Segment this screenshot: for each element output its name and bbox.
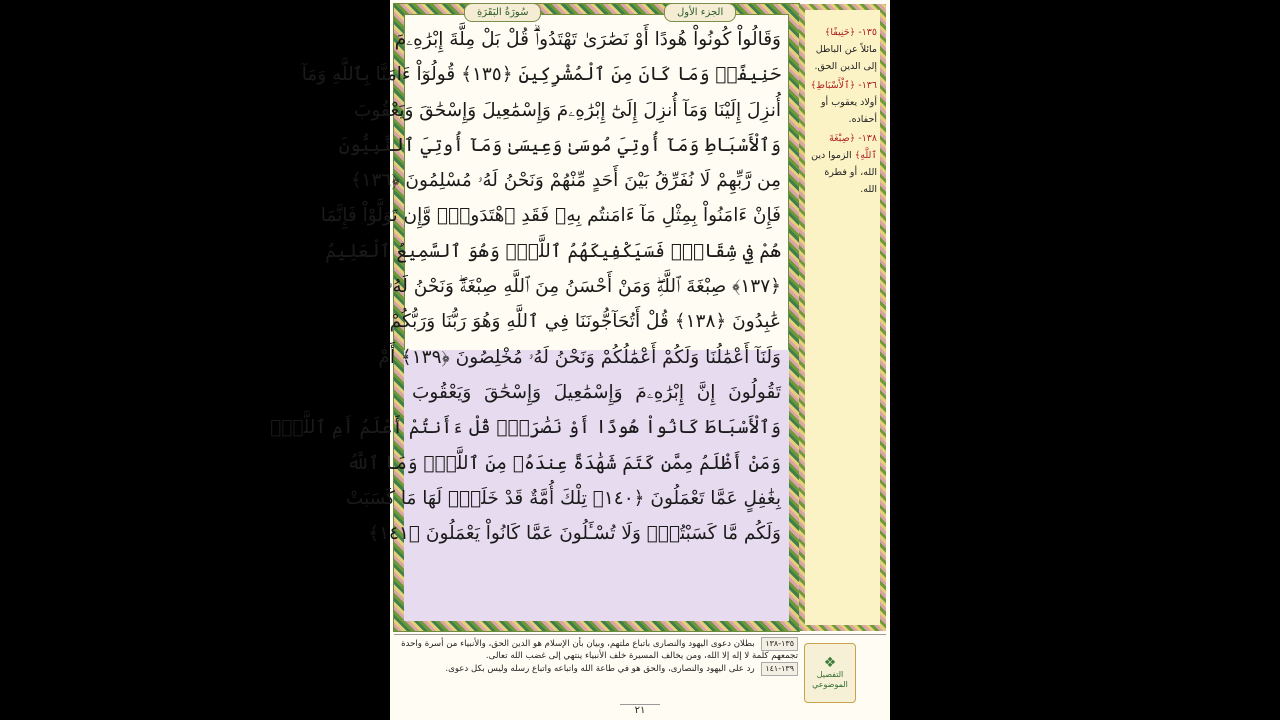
topic-summary-box [394, 634, 886, 706]
glossary-margin [799, 4, 886, 631]
summary-body: بطلان دعوى اليهود والنصارى باتباع ملتهم، وبيان بأن الإسلام هو الدين الحق، والأنبياء من أسرة واحدة تجمعهم كلمة لا إله إلا الله، ومن يخالف المسيرة خلف الأنبياء ينتهي إلى غضب الله تعالى. [401, 639, 798, 661]
summary-text [394, 637, 802, 705]
summary-range: ١٣٩-١٤١ [761, 662, 798, 676]
juz-name-tab: الجزء الأول [664, 3, 736, 22]
page-number: ٢١ [620, 704, 660, 716]
glossary-label: ١٣٨- ﴿صِبْغَةَ ٱللَّهِ﴾ [829, 133, 877, 161]
quran-line: فَإِنْ ءَامَنُواْ بِمِثْلِ مَآ ءَامَنتُم بِهِۦ فَقَدِ ٱهْتَدَواْۖ وَّإِن تَوَلَّوْاْ فَإِنَّمَا [320, 205, 781, 227]
glossary-text: أولاد يعقوب أو أحفاده. [820, 97, 877, 125]
quran-frame [270, 4, 799, 631]
book-icon: ❖ [823, 655, 837, 671]
glossary-label: ١٣٥- ﴿حَنِيفًا﴾ [824, 27, 877, 38]
quran-line: عَٰبِدُونَ ﴿١٣٨﴾ قُلْ أَتُحَآجُّونَنَا فِي ٱللَّهِ وَهُوَ رَبُّنَا وَرَبُّكُمْ [389, 311, 781, 333]
quran-line: حَنِيفًاۖ وَمَا كَانَ مِنَ ٱلْمُشْرِكِينَ ﴿١٣٥﴾ قُولُوٓاْ ءَامَنَّا بِٱللَّهِ وَمَآ [301, 64, 781, 86]
glossary-text: الزموا دين الله، أو فطرة الله. [811, 150, 877, 195]
quran-line: وَٱلْأَسْبَاطِ وَمَآ أُوتِيَ مُوسَىٰ وَعِيسَىٰ وَمَآ أُوتِيَ ٱلنَّبِيُّونَ [338, 134, 781, 156]
quran-line: هُمْ فِي شِقَاقٍۖ فَسَيَكْفِيكَهُمُ ٱللَّهُۚ وَهُوَ ٱلسَّمِيعُ ٱلْعَلِيمُ [325, 240, 781, 262]
quran-line: وَلَكُم مَّا كَسَبْتُمْۖ وَلَا تُسْـَٔلُونَ عَمَّا كَانُواْ يَعْمَلُونَ ﴿١٤١﴾ [368, 523, 781, 545]
quran-line: تَقُولُونَ إِنَّ إِبْرَٰهِۦمَ وَإِسْمَٰعِيلَ وَإِسْحَٰقَ وَيَعْقُوبَ [412, 381, 781, 403]
quran-line: ﴿١٣٧﴾ صِبْغَةَ ٱللَّهِۖ وَمَنْ أَحْسَنُ مِنَ ٱللَّهِ صِبْغَةًۖ وَنَحْنُ لَهُۥ [387, 276, 781, 298]
quran-line: أُنزِلَ إِلَيْنَا وَمَآ أُنزِلَ إِلَىٰٓ إِبْرَٰهِۦمَ وَإِسْمَٰعِيلَ وَإِسْحَٰقَ وَيَعْقُوبَ [354, 99, 781, 121]
glossary-text: مائلاً عن الباطل إلى الدين الحق. [814, 44, 877, 72]
glossary-item [808, 130, 877, 198]
logo-text: التفصيل الموضوعي [812, 670, 848, 689]
glossary-item [808, 77, 877, 128]
quran-line: مِن رَّبِّهِمْ لَا نُفَرِّقُ بَيْنَ أَحَدٍ مِّنْهُمْ وَنَحْنُ لَهُۥ مُسْلِمُونَ ﴿١٣٦﴾ [350, 170, 781, 192]
quran-line: وَقَالُواْ كُونُواْ هُودًا أَوْ نَصَٰرَىٰ تَهْتَدُواْۗ قُلْ بَلْ مِلَّةَ إِبْرَٰهِۦمَ [394, 29, 781, 50]
quran-line: وَمَنْ أَظْلَمُ مِمَّن كَتَمَ شَهَٰدَةً عِندَهُۥ مِنَ ٱللَّهِۗ وَمَا ٱللَّهُ [346, 452, 781, 474]
quran-line: وَلَنَآ أَعْمَٰلُنَا وَلَكُمْ أَعْمَٰلُكُمْ وَنَحْنُ لَهُۥ مُخْلِصُونَ ﴿١٣٩﴾ أَمْ [378, 346, 781, 368]
quran-line: بِغَٰفِلٍ عَمَّا تَعْمَلُونَ ﴿١٤٠﴾ تِلْكَ أُمَّةٌ قَدْ خَلَتْۖ لَهَا مَا كَسَبَتْ [345, 487, 781, 509]
topic-logo [804, 643, 856, 703]
quran-line: وَٱلْأَسْبَاطَ كَانُواْ هُودًا أَوْ نَصَٰرَىٰۗ قُلْ ءَأَنتُمْ أَعْلَمُ أَمِ ٱللَّهُۗ [270, 417, 781, 439]
glossary-item [808, 24, 877, 75]
mushaf-page [270, 0, 890, 720]
summary-row [398, 637, 798, 662]
quran-text [270, 14, 789, 621]
summary-body: رد على اليهود والنصارى، والحق هو في طاعة الله واتباعه واتباع رسله وليس بكل دعوى. [445, 664, 755, 674]
summary-row [398, 662, 798, 676]
surah-name-tab: سُورَةُ البَقَرَةِ [464, 3, 541, 22]
summary-range: ١٣٥-١٣٨ [761, 637, 798, 651]
glossary-label: ١٣٦- ﴿ٱلْأَسْبَاطِ﴾ [810, 80, 877, 91]
